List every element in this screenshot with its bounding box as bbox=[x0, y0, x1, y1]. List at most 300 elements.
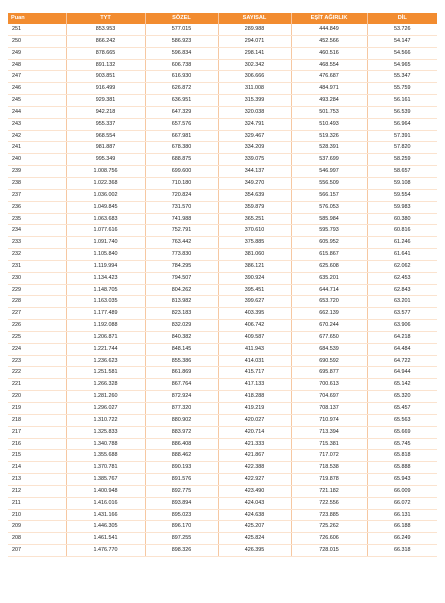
table-row bbox=[8, 379, 437, 391]
table-row bbox=[8, 521, 437, 533]
cell-sozel: 855.386 bbox=[145, 355, 218, 367]
cell-sayisal: 421.867 bbox=[218, 450, 291, 462]
cell-tyt: 1.148.705 bbox=[66, 284, 145, 296]
cell-esit-agirlik: 476.687 bbox=[291, 71, 367, 83]
cell-sayisal: 423.490 bbox=[218, 485, 291, 497]
table-row bbox=[8, 260, 437, 272]
cell-sayisal: 354.639 bbox=[218, 189, 291, 201]
cell-tyt: 1.049.845 bbox=[66, 201, 145, 213]
table-row bbox=[8, 249, 437, 261]
cell-esit-agirlik: 452.566 bbox=[291, 35, 367, 47]
cell-tyt: 853.953 bbox=[66, 24, 145, 35]
cell-sozel: 657.576 bbox=[145, 118, 218, 130]
cell-tyt: 878.665 bbox=[66, 47, 145, 59]
cell-tyt: 1.400.948 bbox=[66, 485, 145, 497]
cell-tyt: 1.036.002 bbox=[66, 189, 145, 201]
table-row bbox=[8, 24, 437, 35]
cell-sayisal: 399.627 bbox=[218, 296, 291, 308]
cell-tyt: 1.281.260 bbox=[66, 391, 145, 403]
cell-sozel: 890.193 bbox=[145, 462, 218, 474]
table-row bbox=[8, 130, 437, 142]
cell-sozel: 893.894 bbox=[145, 497, 218, 509]
cell-sozel: 731.570 bbox=[145, 201, 218, 213]
cell-esit-agirlik: 484.971 bbox=[291, 83, 367, 95]
cell-puan: 217 bbox=[8, 426, 66, 438]
cell-puan: 225 bbox=[8, 331, 66, 343]
cell-tyt: 1.385.767 bbox=[66, 474, 145, 486]
cell-sayisal: 294.071 bbox=[218, 35, 291, 47]
column-header-sozel: SÖZEL bbox=[145, 13, 218, 24]
cell-tyt: 1.206.871 bbox=[66, 331, 145, 343]
table-row bbox=[8, 71, 437, 83]
column-header-puan: Puan bbox=[8, 13, 66, 24]
cell-sayisal: 339.075 bbox=[218, 154, 291, 166]
cell-tyt: 1.355.688 bbox=[66, 450, 145, 462]
cell-tyt: 1.134.423 bbox=[66, 272, 145, 284]
cell-dil: 65.669 bbox=[367, 426, 437, 438]
cell-dil: 66.188 bbox=[367, 521, 437, 533]
table-row bbox=[8, 438, 437, 450]
cell-tyt: 1.266.328 bbox=[66, 379, 145, 391]
cell-sozel: 886.408 bbox=[145, 438, 218, 450]
cell-tyt: 1.431.166 bbox=[66, 509, 145, 521]
cell-puan: 243 bbox=[8, 118, 66, 130]
table-row bbox=[8, 47, 437, 59]
cell-puan: 210 bbox=[8, 509, 66, 521]
cell-sozel: 804.262 bbox=[145, 284, 218, 296]
table-row bbox=[8, 355, 437, 367]
cell-puan: 220 bbox=[8, 391, 66, 403]
cell-esit-agirlik: 566.157 bbox=[291, 189, 367, 201]
cell-puan: 241 bbox=[8, 142, 66, 154]
cell-puan: 249 bbox=[8, 47, 66, 59]
cell-esit-agirlik: 468.554 bbox=[291, 59, 367, 71]
cell-dil: 56.964 bbox=[367, 118, 437, 130]
cell-sozel: 626.872 bbox=[145, 83, 218, 95]
table-row bbox=[8, 237, 437, 249]
cell-tyt: 1.221.744 bbox=[66, 343, 145, 355]
table-row bbox=[8, 35, 437, 47]
cell-dil: 65.563 bbox=[367, 414, 437, 426]
cell-puan: 244 bbox=[8, 106, 66, 118]
table-row bbox=[8, 320, 437, 332]
cell-sayisal: 320.038 bbox=[218, 106, 291, 118]
cell-sayisal: 344.137 bbox=[218, 166, 291, 178]
cell-sozel: 741.988 bbox=[145, 213, 218, 225]
cell-esit-agirlik: 576.053 bbox=[291, 201, 367, 213]
cell-esit-agirlik: 519.326 bbox=[291, 130, 367, 142]
cell-puan: 229 bbox=[8, 284, 66, 296]
cell-sozel: 678.380 bbox=[145, 142, 218, 154]
table-row bbox=[8, 308, 437, 320]
cell-dil: 63.577 bbox=[367, 308, 437, 320]
cell-puan: 228 bbox=[8, 296, 66, 308]
cell-sayisal: 306.666 bbox=[218, 71, 291, 83]
cell-dil: 61.641 bbox=[367, 249, 437, 261]
cell-dil: 60.380 bbox=[367, 213, 437, 225]
cell-sayisal: 334.209 bbox=[218, 142, 291, 154]
cell-sozel: 773.830 bbox=[145, 249, 218, 261]
cell-tyt: 916.499 bbox=[66, 83, 145, 95]
cell-sayisal: 414.031 bbox=[218, 355, 291, 367]
cell-sozel: 647.329 bbox=[145, 106, 218, 118]
cell-tyt: 1.416.016 bbox=[66, 497, 145, 509]
table-row bbox=[8, 177, 437, 189]
table-row bbox=[8, 225, 437, 237]
table-row bbox=[8, 201, 437, 213]
cell-puan: 250 bbox=[8, 35, 66, 47]
cell-esit-agirlik: 713.394 bbox=[291, 426, 367, 438]
cell-puan: 207 bbox=[8, 545, 66, 557]
cell-sayisal: 418.288 bbox=[218, 391, 291, 403]
column-header-tyt: TYT bbox=[66, 13, 145, 24]
cell-tyt: 955.337 bbox=[66, 118, 145, 130]
table-body bbox=[8, 24, 437, 556]
cell-esit-agirlik: 717.072 bbox=[291, 450, 367, 462]
cell-puan: 239 bbox=[8, 166, 66, 178]
cell-dil: 65.888 bbox=[367, 462, 437, 474]
cell-esit-agirlik: 528.391 bbox=[291, 142, 367, 154]
cell-dil: 53.726 bbox=[367, 24, 437, 35]
cell-sayisal: 417.133 bbox=[218, 379, 291, 391]
cell-tyt: 1.105.840 bbox=[66, 249, 145, 261]
cell-esit-agirlik: 546.997 bbox=[291, 166, 367, 178]
column-header-dil: DİL bbox=[367, 13, 437, 24]
cell-sozel: 763.442 bbox=[145, 237, 218, 249]
cell-sayisal: 381.060 bbox=[218, 249, 291, 261]
cell-dil: 55.759 bbox=[367, 83, 437, 95]
cell-sozel: 877.320 bbox=[145, 403, 218, 415]
cell-esit-agirlik: 695.877 bbox=[291, 367, 367, 379]
cell-sozel: 880.902 bbox=[145, 414, 218, 426]
cell-puan: 240 bbox=[8, 154, 66, 166]
table-row bbox=[8, 272, 437, 284]
cell-esit-agirlik: 710.974 bbox=[291, 414, 367, 426]
cell-dil: 64.218 bbox=[367, 331, 437, 343]
cell-sozel: 892.775 bbox=[145, 485, 218, 497]
table-row bbox=[8, 296, 437, 308]
table-row bbox=[8, 533, 437, 545]
table-row bbox=[8, 367, 437, 379]
table-row bbox=[8, 497, 437, 509]
cell-tyt: 1.461.541 bbox=[66, 533, 145, 545]
cell-esit-agirlik: 460.516 bbox=[291, 47, 367, 59]
cell-puan: 219 bbox=[8, 403, 66, 415]
cell-puan: 237 bbox=[8, 189, 66, 201]
cell-dil: 66.249 bbox=[367, 533, 437, 545]
cell-dil: 63.906 bbox=[367, 320, 437, 332]
cell-sozel: 898.326 bbox=[145, 545, 218, 557]
cell-esit-agirlik: 722.556 bbox=[291, 497, 367, 509]
cell-puan: 235 bbox=[8, 213, 66, 225]
column-header-esit-agirlik: EŞİT AĞIRLIK bbox=[291, 13, 367, 24]
cell-dil: 62.453 bbox=[367, 272, 437, 284]
cell-tyt: 1.119.994 bbox=[66, 260, 145, 272]
cell-puan: 215 bbox=[8, 450, 66, 462]
cell-dil: 65.320 bbox=[367, 391, 437, 403]
cell-esit-agirlik: 615.867 bbox=[291, 249, 367, 261]
table-row bbox=[8, 474, 437, 486]
cell-esit-agirlik: 704.697 bbox=[291, 391, 367, 403]
cell-tyt: 1.370.781 bbox=[66, 462, 145, 474]
cell-puan: 222 bbox=[8, 367, 66, 379]
cell-esit-agirlik: 728.015 bbox=[291, 545, 367, 557]
cell-sozel: 720.824 bbox=[145, 189, 218, 201]
cell-sayisal: 386.121 bbox=[218, 260, 291, 272]
cell-puan: 251 bbox=[8, 24, 66, 35]
cell-sozel: 832.029 bbox=[145, 320, 218, 332]
cell-sozel: 606.738 bbox=[145, 59, 218, 71]
cell-dil: 57.391 bbox=[367, 130, 437, 142]
cell-esit-agirlik: 700.613 bbox=[291, 379, 367, 391]
cell-esit-agirlik: 444.849 bbox=[291, 24, 367, 35]
cell-puan: 245 bbox=[8, 95, 66, 107]
cell-dil: 60.816 bbox=[367, 225, 437, 237]
cell-sozel: 586.923 bbox=[145, 35, 218, 47]
cell-puan: 231 bbox=[8, 260, 66, 272]
cell-sayisal: 311.008 bbox=[218, 83, 291, 95]
cell-puan: 209 bbox=[8, 521, 66, 533]
cell-dil: 65.818 bbox=[367, 450, 437, 462]
cell-sayisal: 406.742 bbox=[218, 320, 291, 332]
cell-tyt: 1.310.722 bbox=[66, 414, 145, 426]
cell-esit-agirlik: 625.608 bbox=[291, 260, 367, 272]
table-row bbox=[8, 59, 437, 71]
cell-sozel: 897.255 bbox=[145, 533, 218, 545]
cell-tyt: 1.340.788 bbox=[66, 438, 145, 450]
cell-puan: 248 bbox=[8, 59, 66, 71]
cell-dil: 66.318 bbox=[367, 545, 437, 557]
cell-sayisal: 395.451 bbox=[218, 284, 291, 296]
cell-esit-agirlik: 510.493 bbox=[291, 118, 367, 130]
table-row bbox=[8, 166, 437, 178]
cell-sayisal: 411.943 bbox=[218, 343, 291, 355]
cell-dil: 54.566 bbox=[367, 47, 437, 59]
cell-sozel: 688.875 bbox=[145, 154, 218, 166]
cell-sayisal: 324.791 bbox=[218, 118, 291, 130]
cell-tyt: 903.851 bbox=[66, 71, 145, 83]
cell-puan: 224 bbox=[8, 343, 66, 355]
cell-sayisal: 415.717 bbox=[218, 367, 291, 379]
table-row bbox=[8, 331, 437, 343]
cell-esit-agirlik: 726.606 bbox=[291, 533, 367, 545]
cell-tyt: 1.251.581 bbox=[66, 367, 145, 379]
cell-sozel: 888.462 bbox=[145, 450, 218, 462]
cell-puan: 230 bbox=[8, 272, 66, 284]
cell-tyt: 1.177.489 bbox=[66, 308, 145, 320]
cell-sayisal: 349.270 bbox=[218, 177, 291, 189]
cell-puan: 246 bbox=[8, 83, 66, 95]
cell-sayisal: 329.467 bbox=[218, 130, 291, 142]
table-header-row bbox=[8, 13, 437, 24]
cell-sayisal: 422.927 bbox=[218, 474, 291, 486]
cell-esit-agirlik: 708.137 bbox=[291, 403, 367, 415]
cell-puan: 214 bbox=[8, 462, 66, 474]
cell-tyt: 1.476.770 bbox=[66, 545, 145, 557]
cell-puan: 213 bbox=[8, 474, 66, 486]
cell-esit-agirlik: 501.753 bbox=[291, 106, 367, 118]
cell-esit-agirlik: 719.878 bbox=[291, 474, 367, 486]
cell-tyt: 1.022.368 bbox=[66, 177, 145, 189]
cell-tyt: 891.132 bbox=[66, 59, 145, 71]
cell-dil: 66.072 bbox=[367, 497, 437, 509]
cell-dil: 66.131 bbox=[367, 509, 437, 521]
table-row bbox=[8, 391, 437, 403]
cell-puan: 232 bbox=[8, 249, 66, 261]
cell-dil: 62.062 bbox=[367, 260, 437, 272]
cell-dil: 65.457 bbox=[367, 403, 437, 415]
cell-sayisal: 375.885 bbox=[218, 237, 291, 249]
cell-esit-agirlik: 537.699 bbox=[291, 154, 367, 166]
cell-tyt: 981.887 bbox=[66, 142, 145, 154]
table-row bbox=[8, 509, 437, 521]
table-row bbox=[8, 189, 437, 201]
cell-puan: 208 bbox=[8, 533, 66, 545]
cell-sayisal: 370.610 bbox=[218, 225, 291, 237]
cell-sozel: 784.295 bbox=[145, 260, 218, 272]
cell-puan: 238 bbox=[8, 177, 66, 189]
cell-sayisal: 302.342 bbox=[218, 59, 291, 71]
table-row bbox=[8, 343, 437, 355]
cell-dil: 59.554 bbox=[367, 189, 437, 201]
cell-tyt: 995.349 bbox=[66, 154, 145, 166]
column-header-sayisal: SAYISAL bbox=[218, 13, 291, 24]
cell-dil: 59.983 bbox=[367, 201, 437, 213]
cell-tyt: 1.236.623 bbox=[66, 355, 145, 367]
cell-esit-agirlik: 670.244 bbox=[291, 320, 367, 332]
table-row bbox=[8, 403, 437, 415]
cell-dil: 65.142 bbox=[367, 379, 437, 391]
cell-puan: 223 bbox=[8, 355, 66, 367]
cell-sozel: 794.507 bbox=[145, 272, 218, 284]
cell-sayisal: 420.714 bbox=[218, 426, 291, 438]
cell-dil: 56.161 bbox=[367, 95, 437, 107]
cell-puan: 242 bbox=[8, 130, 66, 142]
cell-sozel: 867.764 bbox=[145, 379, 218, 391]
cell-tyt: 1.325.833 bbox=[66, 426, 145, 438]
cell-sozel: 861.869 bbox=[145, 367, 218, 379]
score-distribution-table bbox=[8, 13, 437, 557]
cell-sayisal: 420.027 bbox=[218, 414, 291, 426]
cell-esit-agirlik: 715.381 bbox=[291, 438, 367, 450]
cell-tyt: 1.091.740 bbox=[66, 237, 145, 249]
cell-esit-agirlik: 585.984 bbox=[291, 213, 367, 225]
cell-sayisal: 419.219 bbox=[218, 403, 291, 415]
cell-esit-agirlik: 721.182 bbox=[291, 485, 367, 497]
cell-puan: 221 bbox=[8, 379, 66, 391]
cell-sayisal: 421.333 bbox=[218, 438, 291, 450]
cell-esit-agirlik: 493.284 bbox=[291, 95, 367, 107]
cell-tyt: 1.192.088 bbox=[66, 320, 145, 332]
cell-tyt: 1.296.027 bbox=[66, 403, 145, 415]
cell-dil: 65.943 bbox=[367, 474, 437, 486]
cell-sayisal: 289.988 bbox=[218, 24, 291, 35]
cell-dil: 58.657 bbox=[367, 166, 437, 178]
cell-sozel: 872.924 bbox=[145, 391, 218, 403]
cell-sozel: 896.170 bbox=[145, 521, 218, 533]
cell-puan: 234 bbox=[8, 225, 66, 237]
cell-sozel: 596.834 bbox=[145, 47, 218, 59]
cell-sozel: 752.791 bbox=[145, 225, 218, 237]
cell-puan: 247 bbox=[8, 71, 66, 83]
cell-sayisal: 424.638 bbox=[218, 509, 291, 521]
table-row bbox=[8, 450, 437, 462]
cell-esit-agirlik: 595.793 bbox=[291, 225, 367, 237]
cell-sozel: 823.183 bbox=[145, 308, 218, 320]
table-row bbox=[8, 284, 437, 296]
cell-sayisal: 409.587 bbox=[218, 331, 291, 343]
cell-esit-agirlik: 653.720 bbox=[291, 296, 367, 308]
cell-dil: 63.201 bbox=[367, 296, 437, 308]
table-row bbox=[8, 414, 437, 426]
table-row bbox=[8, 142, 437, 154]
cell-sayisal: 422.388 bbox=[218, 462, 291, 474]
cell-sayisal: 426.395 bbox=[218, 545, 291, 557]
cell-sozel: 577.015 bbox=[145, 24, 218, 35]
table-row bbox=[8, 118, 437, 130]
cell-esit-agirlik: 718.538 bbox=[291, 462, 367, 474]
cell-sozel: 710.180 bbox=[145, 177, 218, 189]
cell-sayisal: 359.879 bbox=[218, 201, 291, 213]
cell-dil: 64.722 bbox=[367, 355, 437, 367]
cell-dil: 54.147 bbox=[367, 35, 437, 47]
cell-sayisal: 403.395 bbox=[218, 308, 291, 320]
cell-esit-agirlik: 662.139 bbox=[291, 308, 367, 320]
cell-sayisal: 390.924 bbox=[218, 272, 291, 284]
cell-sayisal: 425.824 bbox=[218, 533, 291, 545]
cell-esit-agirlik: 556.509 bbox=[291, 177, 367, 189]
cell-dil: 64.484 bbox=[367, 343, 437, 355]
cell-sozel: 667.981 bbox=[145, 130, 218, 142]
cell-esit-agirlik: 725.262 bbox=[291, 521, 367, 533]
table-row bbox=[8, 154, 437, 166]
cell-tyt: 968.554 bbox=[66, 130, 145, 142]
table-row bbox=[8, 462, 437, 474]
cell-tyt: 929.381 bbox=[66, 95, 145, 107]
cell-dil: 65.745 bbox=[367, 438, 437, 450]
cell-esit-agirlik: 605.952 bbox=[291, 237, 367, 249]
cell-dil: 61.246 bbox=[367, 237, 437, 249]
cell-sozel: 699.600 bbox=[145, 166, 218, 178]
cell-dil: 64.944 bbox=[367, 367, 437, 379]
cell-puan: 236 bbox=[8, 201, 66, 213]
cell-dil: 57.820 bbox=[367, 142, 437, 154]
cell-sayisal: 298.141 bbox=[218, 47, 291, 59]
cell-puan: 212 bbox=[8, 485, 66, 497]
cell-sozel: 895.023 bbox=[145, 509, 218, 521]
cell-tyt: 1.008.756 bbox=[66, 166, 145, 178]
cell-esit-agirlik: 644.714 bbox=[291, 284, 367, 296]
cell-sayisal: 315.399 bbox=[218, 95, 291, 107]
cell-esit-agirlik: 635.201 bbox=[291, 272, 367, 284]
cell-tyt: 866.242 bbox=[66, 35, 145, 47]
table-row bbox=[8, 95, 437, 107]
cell-dil: 58.259 bbox=[367, 154, 437, 166]
cell-puan: 226 bbox=[8, 320, 66, 332]
cell-sozel: 883.972 bbox=[145, 426, 218, 438]
table-row bbox=[8, 426, 437, 438]
cell-tyt: 1.063.683 bbox=[66, 213, 145, 225]
cell-sozel: 891.576 bbox=[145, 474, 218, 486]
cell-dil: 62.843 bbox=[367, 284, 437, 296]
cell-esit-agirlik: 690.592 bbox=[291, 355, 367, 367]
table-row bbox=[8, 83, 437, 95]
cell-tyt: 1.163.035 bbox=[66, 296, 145, 308]
cell-puan: 216 bbox=[8, 438, 66, 450]
table-row bbox=[8, 213, 437, 225]
cell-puan: 233 bbox=[8, 237, 66, 249]
cell-puan: 211 bbox=[8, 497, 66, 509]
